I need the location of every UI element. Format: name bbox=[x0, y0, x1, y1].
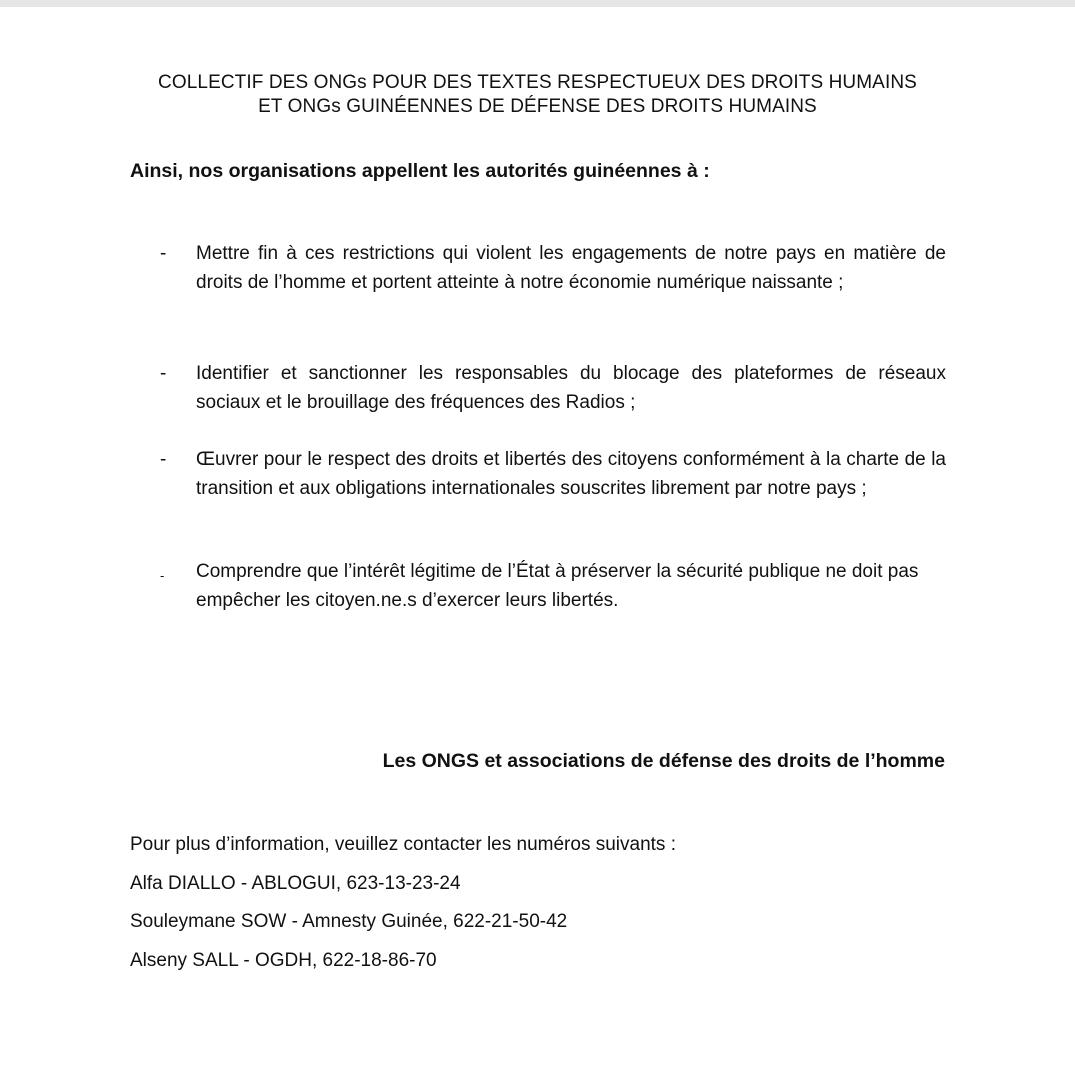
list-item-text: Œuvrer pour le respect des droits et libertés des citoyens conformément à la charte de la transition et aux obligations internationales souscrites librement par notre pays ; bbox=[196, 449, 946, 499]
list-item-text: Comprendre que l’intérêt légitime de l’État à préserver la sécurité publique ne doit pas empêcher les citoyen.ne.s d’exercer leurs libertés. bbox=[196, 561, 919, 611]
contact-line: Souleymane SOW - Amnesty Guinée, 622-21-50-42 bbox=[130, 911, 568, 932]
signature-line: Les ONGS et associations de défense des droits de l’homme bbox=[382, 750, 945, 772]
intro-heading: Ainsi, nos organisations appellent les autorités guinéennes à : bbox=[130, 160, 710, 182]
header-line-2: ET ONGs GUINÉENNES DE DÉFENSE DES DROITS HUMAINS bbox=[258, 96, 817, 117]
bullet-dash: - bbox=[160, 449, 167, 470]
document-header bbox=[0, 71, 1075, 119]
document-page bbox=[0, 7, 1075, 1080]
bullet-dash: - bbox=[160, 363, 167, 384]
bullet-dash: - bbox=[160, 568, 165, 583]
contact-line: Alfa DIALLO - ABLOGUI, 623-13-23-24 bbox=[130, 872, 461, 894]
list-item-text: Mettre fin à ces restrictions qui violent les engagements de notre pays en matière de droits de l’homme et portent atteinte à notre économie numérique naissante ; bbox=[196, 243, 946, 293]
top-border bbox=[0, 0, 1075, 7]
bullet-dash: - bbox=[160, 243, 167, 264]
list-item-text: Identifier et sanctionner les responsables du blocage des plateformes de réseaux sociaux et le brouillage des fréquences des Radios ; bbox=[196, 363, 946, 413]
contact-block bbox=[130, 833, 676, 987]
contact-line: Alseny SALL - OGDH, 622-18-86-70 bbox=[130, 949, 437, 971]
header-line-1: COLLECTIF DES ONGs POUR DES TEXTES RESPECTUEUX DES DROITS HUMAINS bbox=[158, 72, 917, 93]
contact-intro: Pour plus d’information, veuillez contacter les numéros suivants : bbox=[130, 834, 676, 855]
